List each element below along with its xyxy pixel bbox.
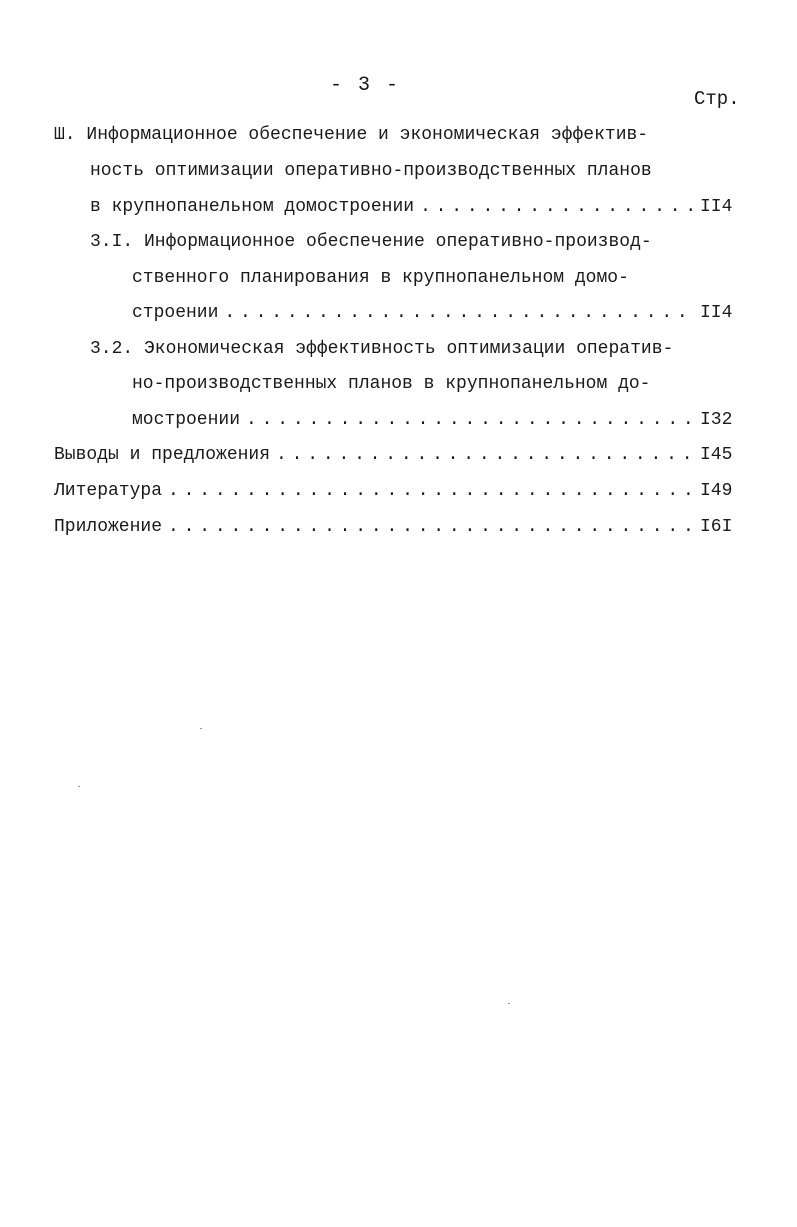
toc-sub31-entry xyxy=(132,302,740,324)
page-column-label: Стр. xyxy=(694,88,740,110)
toc-sub32-line3: мостроении xyxy=(132,410,241,430)
toc-conclusions-page: I45 xyxy=(700,445,733,465)
toc-sub32-line2: но-производственных планов в крупнопанельном до- xyxy=(132,374,651,394)
dot-leader xyxy=(168,480,694,502)
scan-speck xyxy=(508,1003,510,1004)
toc-section3-entry xyxy=(90,196,740,218)
toc-literature-entry xyxy=(54,480,740,502)
toc-sub31-line2: ственного планирования в крупнопанельном домо- xyxy=(132,268,629,288)
toc-section3-line1: Ш. Информационное обеспечение и экономическая эффектив- xyxy=(54,125,649,145)
toc-literature-label: Литература xyxy=(54,481,163,501)
toc-literature-page: I49 xyxy=(700,481,733,501)
toc-conclusions-label: Выводы и предложения xyxy=(54,445,271,465)
page-number: - 3 - xyxy=(330,74,401,97)
dot-leader xyxy=(168,516,694,538)
scan-speck xyxy=(78,786,80,787)
dot-leader xyxy=(276,444,694,466)
toc-sub31-line3: строении xyxy=(132,303,219,323)
toc-sub32-entry xyxy=(132,409,740,431)
toc-sub31-page: II4 xyxy=(700,303,733,323)
toc-section3-line3: в крупнопанельном домостроении xyxy=(90,197,415,217)
toc-section3-line2: ность оптимизации оперативно-производственных планов xyxy=(90,161,652,181)
toc-appendix-entry xyxy=(54,516,740,538)
toc-sub32-page: I32 xyxy=(700,410,733,430)
toc-section3-page: II4 xyxy=(700,197,733,217)
toc-sub31-line1: 3.I. Информационное обеспечение оперативно-производ- xyxy=(90,232,652,252)
dot-leader xyxy=(420,196,694,218)
toc-sub32-line1: 3.2. Экономическая эффективность оптимизации оператив- xyxy=(90,339,674,359)
toc-appendix-page: I6I xyxy=(700,517,733,537)
dot-leader xyxy=(246,409,694,431)
dot-leader xyxy=(224,302,694,324)
scan-speck xyxy=(200,728,202,729)
toc-conclusions-entry xyxy=(54,444,740,466)
toc-appendix-label: Приложение xyxy=(54,517,163,537)
